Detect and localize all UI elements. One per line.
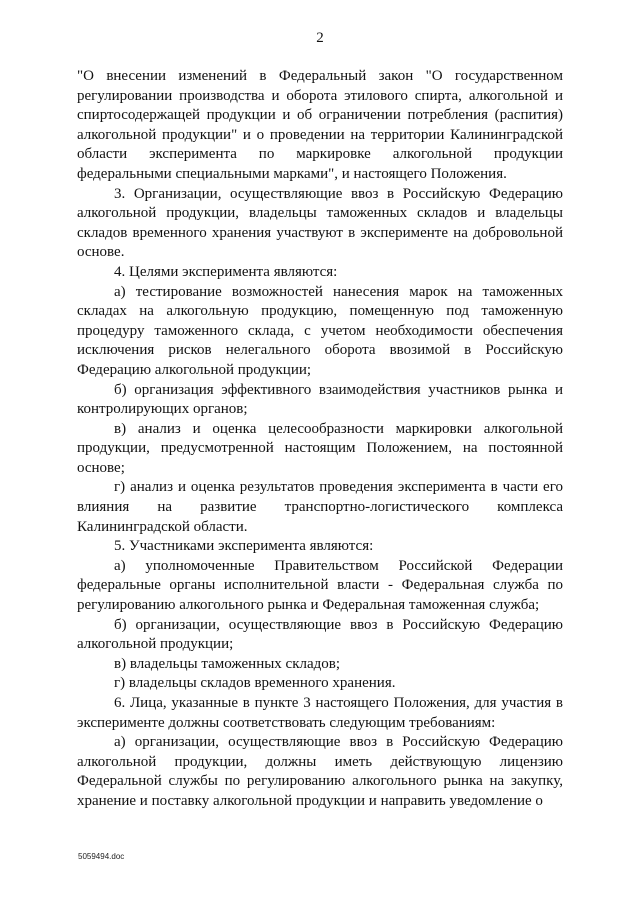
document-filename-footer: 5059494.doc: [78, 852, 125, 861]
paragraph-item-4a: а) тестирование возможностей нанесения марок на таможенных складах на алкогольную продукцию, помещенную под таможенную процедуру таможенного склада, с учетом необходимости обеспечения исключения рисков нелегального оборота ввозимой в Российскую Федерацию алкогольной продукции;: [77, 283, 563, 378]
paragraph-law-title-continuation: "О внесении изменений в Федеральный закон "О государственном регулировании производства и оборота этилового спирта, алкогольной и спиртосодержащей продукции и об ограничении потребления (распития) алкогольной продукции" и о проведении на территории Калининградской области эксперимента по маркировке алкогольной продукции федеральными специальными марками", и настоящего Положения.: [77, 68, 563, 182]
paragraph-item-5b: б) организации, осуществляющие ввоз в Российскую Федерацию алкогольной продукции;: [77, 616, 563, 653]
paragraph-item-4b: б) организация эффективного взаимодействия участников рынка и контролирующих органов;: [77, 381, 563, 418]
paragraph-item-4v: в) анализ и оценка целесообразности маркировки алкогольной продукции, предусмотренной настоящим Положением, на постоянной основе;: [77, 420, 563, 476]
page-number: 2: [316, 30, 324, 46]
paragraph-item-5v: в) владельцы таможенных складов;: [114, 655, 341, 672]
paragraph-item-6a: а) организации, осуществляющие ввоз в Российскую Федерацию алкогольной продукции, должны иметь действующую лицензию Федеральной службы по регулированию алкогольного рынка на закупку, хранение и поставку алкогольной продукции и направить уведомление о: [77, 734, 563, 809]
paragraph-item-5: 5. Участниками эксперимента являются:: [114, 538, 374, 555]
paragraph-item-3: 3. Организации, осуществляющие ввоз в Российскую Федерацию алкогольной продукции, владельцы таможенных складов и владельцы складов временного хранения участвуют в эксперименте на добровольной основе.: [77, 185, 563, 261]
paragraph-item-4: 4. Целями эксперимента являются:: [114, 263, 338, 280]
paragraph-item-5g: г) владельцы складов временного хранения.: [114, 675, 396, 692]
document-body: [77, 67, 563, 812]
paragraph-item-4g: г) анализ и оценка результатов проведения эксперимента в части его влияния на развитие транспортно-логистического комплекса Калининградской области.: [77, 479, 563, 535]
paragraph-item-5a: а) уполномоченные Правительством Российской Федерации федеральные органы исполнительной власти - Федеральная служба по регулированию алкогольного рынка и Федеральная таможенная служба;: [77, 557, 563, 614]
paragraph-item-6: 6. Лица, указанные в пункте 3 настоящего Положения, для участия в эксперименте должны соответствовать следующим требованиям:: [77, 695, 563, 731]
